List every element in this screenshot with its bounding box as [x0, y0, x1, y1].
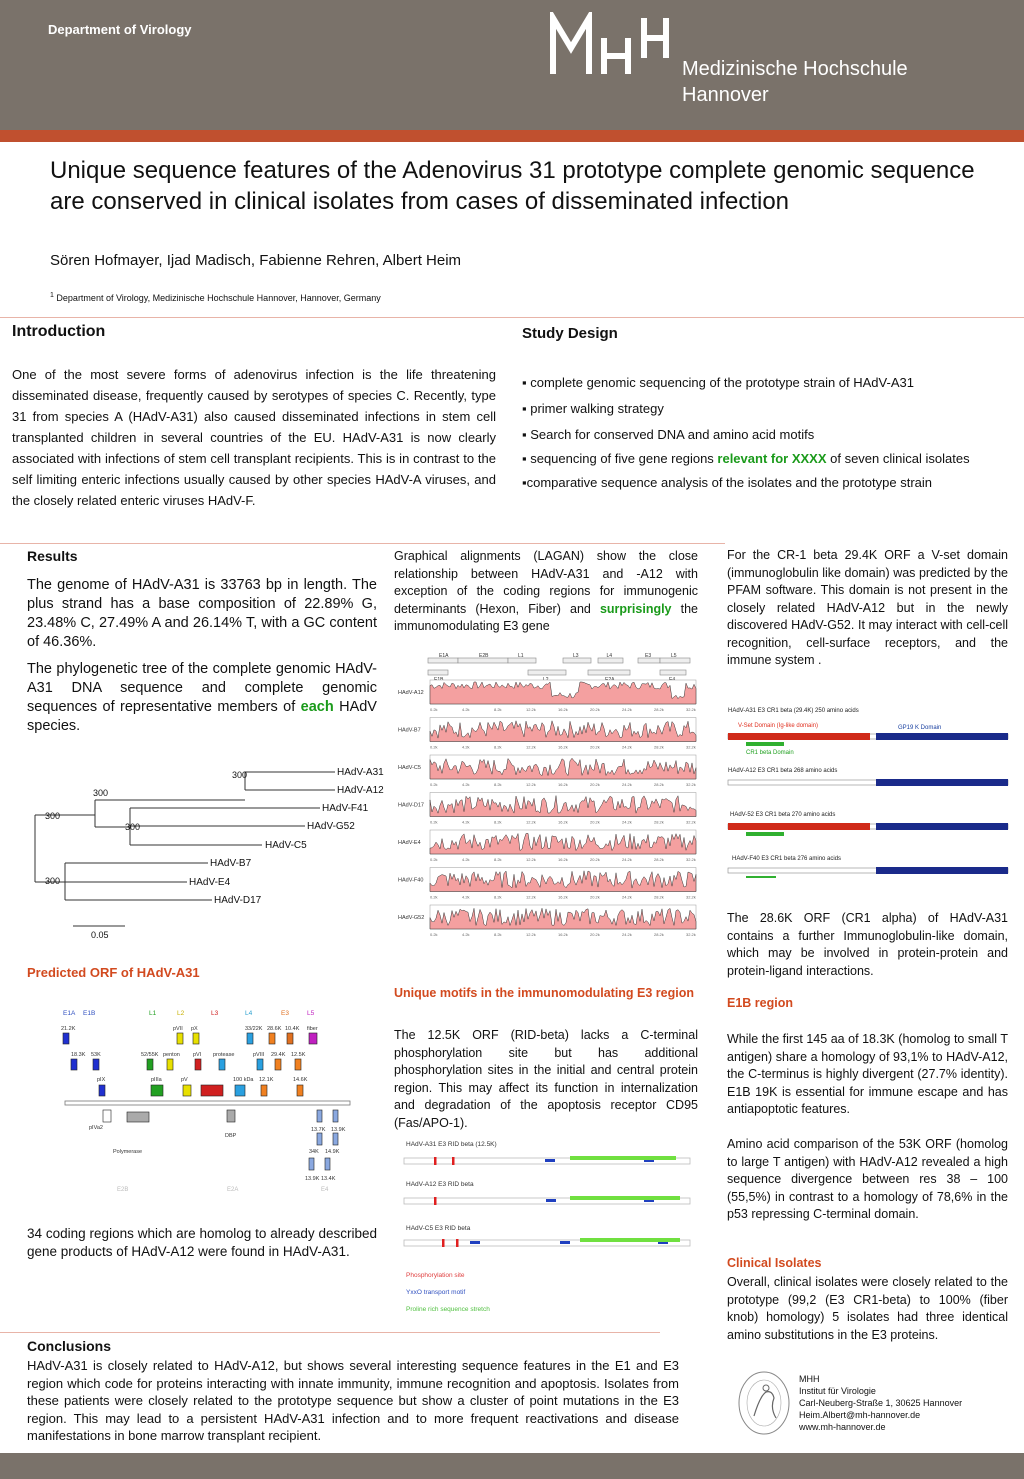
department-label: Department of Virology [48, 22, 192, 37]
orf-region-label: E3 [281, 1010, 289, 1017]
orf-region-label: E1B [83, 1010, 96, 1017]
orf-region-label: E2A [227, 1187, 239, 1193]
contact-email[interactable]: Heim.Albert@mh-hannover.de [799, 1410, 921, 1420]
orf-map-heading: Predicted ORF of HAdV-A31 [27, 965, 200, 980]
orf-region-label: L2 [177, 1010, 185, 1017]
lagan-tick-label: 32.2k [686, 819, 696, 825]
lagan-track [398, 905, 696, 937]
orf-label: 13.4K [321, 1176, 336, 1182]
clinical-isolates-heading: Clinical Isolates [727, 1256, 822, 1270]
study-design-item: ▪ complete genomic sequencing of the prototype strain of HAdV-A31 [522, 375, 914, 390]
orf-region-label: L3 [211, 1010, 219, 1017]
results-paragraph-text: The phylogenetic tree of the complete genomic HAdV-A31 DNA sequence and complete genomic sequences of representative members of [27, 661, 377, 715]
orf-label: 14.6K [293, 1077, 308, 1083]
lagan-tick-label: 16.2k [558, 819, 568, 825]
lagan-text-part: Graphical alignments (LAGAN) show the close relationship between HAdV-A31 and -A12 with exception of the coding regions for immunogenic determinants (Hexon, Fiber) and [394, 549, 698, 616]
tree-taxon: HAdV-B7 [210, 858, 252, 869]
legend-yxxo-motif: YxxO transport motif [406, 1289, 466, 1296]
orf-label: 13.9K [331, 1127, 346, 1133]
footer-band [0, 1453, 1024, 1479]
lagan-track-label: HAdV-E4 [398, 840, 421, 846]
study-design-item: ▪ primer walking strategy [522, 401, 664, 416]
orf-region-label: E2B [117, 1187, 129, 1193]
orf-label: 12.5K [291, 1052, 306, 1058]
lagan-tick-label: 16.2k [558, 894, 568, 900]
lagan-track [398, 755, 696, 787]
lagan-tick-label: 32.2k [686, 894, 696, 900]
lagan-tick-label: 8.2k [494, 932, 502, 937]
contact-website[interactable]: www.mh-hannover.de [799, 1422, 886, 1432]
lagan-tick-label: 28.2k [654, 782, 664, 787]
lagan-track [398, 830, 696, 862]
lagan-tick-label: 8.2k [494, 857, 502, 862]
study-design-item-text: of seven clinical isolates [826, 451, 970, 466]
lagan-tick-label: 0.2k [430, 819, 438, 825]
cr1-domain-label: CR1 beta Domain [746, 750, 794, 756]
orf-region-label: E4 [321, 1187, 329, 1193]
highlight-text: each [300, 699, 334, 715]
rid-track-label: HAdV-C5 E3 RID beta [406, 1225, 471, 1232]
affiliation-text: Department of Virology, Medizinische Hochschule Hannover, Hannover, Germany [56, 293, 381, 303]
study-design-item-text: ▪ sequencing of five gene regions [522, 451, 718, 466]
lagan-tick-label: 16.2k [558, 857, 568, 862]
lagan-tick-label: 24.2k [622, 932, 632, 937]
e1b-text: While the first 145 aa of 18.3K (homolog to small T antigen) share a homology of 93,1% to HAdV-A12, the C-terminus is highly divergent (27.7% identity). E1B 19K is essential for immune escape and has antiapoptotic features. [727, 1032, 1008, 1116]
lagan-tick-label: 28.2k [654, 857, 664, 862]
orf-region-label: L4 [245, 1010, 253, 1017]
lagan-tick-label: 12.2k [526, 707, 536, 712]
e1b-heading: E1B region [727, 996, 793, 1010]
orf-label: 13.9K [305, 1176, 320, 1182]
orf-label: fiber [307, 1026, 318, 1032]
orf-label: pIIIa [151, 1077, 162, 1083]
lagan-tick-label: 4.2k [462, 782, 470, 787]
cr1-alpha-text: The 28.6K ORF (CR1 alpha) of HAdV-A31 contains a further Immunoglobulin-like domain, which may be involved in protein-protein and protein-ligand interactions. [727, 911, 1008, 978]
orf-label: 52/55K [141, 1052, 159, 1058]
lagan-tick-label: 28.2k [654, 744, 664, 750]
motifs-heading: Unique motifs in the immunomodulating E3 region [394, 986, 694, 1000]
lagan-tick-label: 20.2k [590, 782, 600, 787]
lagan-tick-label: 24.2k [622, 894, 632, 900]
lagan-track-label: HAdV-G52 [398, 915, 425, 921]
lagan-tick-label: 0.2k [430, 932, 438, 937]
gp19-domain-label: GP19 K Domain [898, 725, 942, 731]
lagan-tick-label: 4.2k [462, 707, 470, 712]
lagan-tick-label: 4.2k [462, 819, 470, 825]
vset-domain-label: V-Set Domain (Ig-like domain) [738, 723, 819, 729]
study-design-item [522, 450, 986, 467]
motifs-text: The 12.5K ORF (RID-beta) lacks a C-terminal phosphorylation site but has additional phosphorylation sites in the initial and central protein region. This may affect its function in internalization and degradation of the apoptosis receptor CD95 (Fas/APO-1). [394, 1028, 698, 1130]
orf-label: pIX [97, 1077, 106, 1083]
orf-label: 29.4K [271, 1052, 286, 1058]
conclusions-heading: Conclusions [27, 1338, 112, 1354]
legend-proline-stretch: Proline rich sequence stretch [406, 1306, 490, 1313]
rid-track-label: HAdV-A12 E3 RID beta [406, 1181, 474, 1188]
lagan-tick-label: 32.2k [686, 707, 696, 712]
university-name-line1: Medizinische Hochschule [682, 58, 908, 80]
orf-label: 100 kDa [233, 1077, 254, 1083]
lagan-tick-label: 8.2k [494, 782, 502, 787]
study-design-list [522, 372, 986, 493]
orf-label: protease [213, 1052, 235, 1058]
tree-taxon: HAdV-D17 [214, 895, 262, 906]
lagan-tick-label: 28.2k [654, 932, 664, 937]
gene-arrow [428, 670, 448, 675]
orf-region-label: E1A [63, 1010, 76, 1017]
lagan-tick-label: 20.2k [590, 857, 600, 862]
domain-track-label: HAdV-A31 E3 CR1 beta (29.4K) 250 amino acids [728, 708, 859, 714]
lagan-tick-label: 8.2k [494, 819, 502, 825]
lagan-tick-label: 8.2k [494, 707, 502, 712]
clinical-isolates-text: Overall, clinical isolates were closely related to the prototype (99,2 (E3 CR1-beta) to 100% (fiber knob) homology) 5 isolates had three identical amino substitutions in the E3 proteins. [727, 1275, 1008, 1342]
affiliation [50, 292, 381, 303]
tree-taxon: HAdV-G52 [307, 821, 355, 832]
lagan-tick-label: 12.2k [526, 782, 536, 787]
lagan-tick-label: 12.2k [526, 894, 536, 900]
orf-label: penton [163, 1052, 180, 1058]
contact-institute: Institut für Virologie [799, 1386, 876, 1396]
lagan-track [398, 793, 696, 825]
lagan-tick-label: 20.2k [590, 932, 600, 937]
lagan-tick-label: 24.2k [622, 819, 632, 825]
contact-address: Carl-Neuberg-Straße 1, 30625 Hannover [799, 1398, 963, 1408]
lagan-tick-label: 8.2k [494, 744, 502, 750]
tree-taxon: HAdV-C5 [265, 840, 307, 851]
gene-arrow-label: L3 [573, 653, 579, 659]
results-paragraph: The genome of HAdV-A31 is 33763 bp in length. The plus strand has a base composition of 22.89% G, 23.48% C, 27.49% A and 26.14% T, with a GC content of 46.36%. [27, 577, 377, 650]
lagan-tick-label: 24.2k [622, 707, 632, 712]
cr1-beta-text: For the CR-1 beta 29.4K ORF a V-set domain (immunoglobulin like domain) was predicted by the PFAM software. This domain is not present in the closely related HAdV-A12 but in the newly discovered HAdV-G52. It may interact with cell-cell recognition, cell-surface receptors, and the immune system . [727, 548, 1008, 667]
orf-label: DBP [225, 1133, 237, 1139]
lagan-track-label: HAdV-A12 [398, 690, 424, 696]
cr1-domain-figure [726, 696, 1012, 878]
tree-taxon: HAdV-A31 [337, 767, 384, 778]
lagan-tick-label: 4.2k [462, 857, 470, 862]
rid-track-label: HAdV-A31 E3 RID beta (12.5K) [406, 1141, 497, 1148]
lagan-tick-label: 20.2k [590, 707, 600, 712]
lagan-tick-label: 0.2k [430, 707, 438, 712]
lagan-tick-label: 20.2k [590, 894, 600, 900]
orf-label: 12.1K [259, 1077, 274, 1083]
lagan-tick-label: 32.2k [686, 744, 696, 750]
lagan-tick-label: 24.2k [622, 744, 632, 750]
bootstrap-value: 300 [45, 811, 61, 821]
authors: Sören Hofmayer, Ijad Madisch, Fabienne Rehren, Albert Heim [50, 252, 462, 269]
orf-region-label: L5 [307, 1010, 315, 1017]
results-text [27, 576, 377, 736]
gene-arrow-label: L5 [671, 653, 677, 659]
orf-label: 18.3K [71, 1052, 86, 1058]
highlight-text: relevant for XXXX [717, 451, 827, 466]
domain-track-label: HAdV-52 E3 CR1 beta 270 amino acids [730, 812, 836, 818]
lagan-tick-label: 4.2k [462, 932, 470, 937]
bootstrap-value: 300 [93, 788, 109, 798]
results-heading: Results [27, 548, 78, 564]
lagan-tick-label: 32.2k [686, 782, 696, 787]
lagan-track-label: HAdV-B7 [398, 727, 421, 734]
lagan-tick-label: 4.2k [462, 744, 470, 750]
lagan-tick-label: 0.2k [430, 857, 438, 862]
lagan-tick-label: 12.2k [526, 932, 536, 937]
lagan-track [398, 718, 696, 750]
lagan-tick-label: 32.2k [686, 932, 696, 937]
lagan-tick-label: 12.2k [526, 744, 536, 750]
orf-label: pVI [193, 1052, 202, 1058]
lagan-track [398, 680, 696, 712]
university-seal-icon [736, 1368, 792, 1438]
contact-block [799, 1373, 962, 1433]
orf-label: pV [181, 1077, 188, 1083]
header-accent-rule [0, 130, 1024, 142]
orf-label: 14.9K [325, 1149, 340, 1155]
gene-arrow-label: E2B [479, 653, 489, 659]
lagan-text [394, 548, 698, 636]
gene-arrow-label: L1 [518, 653, 524, 659]
study-design-heading: Study Design [522, 325, 618, 342]
lagan-tick-label: 12.2k [526, 819, 536, 825]
lagan-track [398, 868, 696, 900]
lagan-tick-label: 20.2k [590, 744, 600, 750]
study-design-item: ▪ Search for conserved DNA and amino acid motifs [522, 427, 815, 442]
lagan-track-label: HAdV-F40 [398, 877, 424, 884]
lagan-tick-label: 16.2k [558, 744, 568, 750]
legend-phosphorylation: Phosphorylation site [406, 1272, 465, 1279]
orf-label: Polymerase [113, 1149, 143, 1155]
tree-scale-label: 0.05 [91, 930, 109, 940]
lagan-track-label: HAdV-D17 [398, 802, 424, 809]
lagan-track-label: HAdV-C5 [398, 765, 421, 771]
orf-label: 28.6K [267, 1026, 282, 1032]
tree-taxon: HAdV-F41 [322, 803, 369, 814]
tree-taxon: HAdV-A12 [337, 785, 384, 796]
orf-label: pIVa2 [89, 1125, 103, 1131]
tree-taxon: HAdV-E4 [189, 877, 231, 888]
lagan-tick-label: 16.2k [558, 707, 568, 712]
domain-track-label: HAdV-A12 E3 CR1 beta 268 amino acids [728, 768, 838, 774]
contact-org: MHH [799, 1374, 820, 1384]
introduction-heading: Introduction [12, 323, 106, 340]
lagan-text-part: the immunomodulating E3 gene [394, 601, 698, 633]
divider-mid [0, 543, 725, 544]
lagan-tick-label: 4.2k [462, 894, 470, 900]
conclusions-text: HAdV-A31 is closely related to HAdV-A12, but shows several interesting sequence features in the E1 and E3 region which code for proteins interacting with innate immunity, immune recognition and apoptosis. Isolates from these patients were closely related to the prototype sequence but show a cluster of point mutations in the E3 region. This may lead to a persistent HAdV-A31 infection and to more frequent reactivations and disease manifestations in bone marrow transplant recipient. [27, 1358, 679, 1443]
poster-title: Unique sequence features of the Adenovirus 31 prototype complete genomic sequence are conserved in clinical isolates from cases of disseminated infection [50, 157, 975, 215]
gene-arrow-label: E1A [439, 653, 449, 659]
university-name-line2: Hannover [682, 84, 769, 106]
orf-label: pX [191, 1026, 198, 1032]
gene-arrow-label: E3 [645, 653, 652, 659]
gene-arrow-label: L4 [606, 653, 613, 659]
lagan-tick-label: 28.2k [654, 819, 664, 825]
lagan-tick-label: 24.2k [622, 857, 632, 862]
study-design-item: ▪comparative sequence analysis of the isolates and the prototype strain [522, 475, 933, 490]
lagan-tick-label: 24.2k [622, 782, 632, 787]
orf-label: 53K [91, 1052, 101, 1058]
rid-beta-figure [400, 1136, 700, 1322]
domain-track-label: HAdV-F40 E3 CR1 beta 276 amino acids [732, 856, 842, 862]
e1b-53k-text: Amino acid comparison of the 53K ORF (homolog to large T antigen) with HAdV-A12 revealed a high sequence divergence between res 38 – 100 (55,5%) in contrast to a homology of 78,6% in the p53 repressing C-terminal domain. [727, 1137, 1008, 1221]
lagan-tick-label: 16.2k [558, 782, 568, 787]
lagan-tick-label: 32.2k [686, 857, 696, 862]
lagan-tick-label: 0.2k [430, 744, 438, 750]
orf-region-label: L1 [149, 1010, 157, 1017]
lagan-tick-label: 28.2k [654, 707, 664, 712]
introduction-text: One of the most severe forms of adenovirus infection is the life threatening disseminated disease, frequently caused by serotypes of species C. Recently, type 31 from species A (HAdV-A31) also caused disseminated infections in stem cell transplanted children in several countries of the EU. HAdV-A31 is now clearly associated with infections of stem cell transplant recipients. This is in contrast to the self limiting enteric infections usually caused by other species HAdV-A viruses, and the closely related enteric viruses HAdV-F. [12, 367, 496, 508]
orf-label: 34K [309, 1149, 319, 1155]
divider-top [0, 317, 1024, 318]
bootstrap-value: 300 [125, 822, 141, 832]
orf-label: 21.2K [61, 1026, 76, 1032]
orf-label: 10.4K [285, 1026, 300, 1032]
gene-arrow [588, 670, 630, 675]
lagan-tick-label: 8.2k [494, 894, 502, 900]
orf-label: 33/22K [245, 1026, 263, 1032]
divider-bottom [0, 1332, 660, 1333]
gene-arrow [528, 670, 566, 675]
results-paragraph-text: HAdV species. [27, 699, 377, 734]
orf-label: 13.7K [311, 1127, 326, 1133]
lagan-tick-label: 0.2k [430, 782, 438, 787]
orf-map-caption: 34 coding regions which are homolog to already described gene products of HAdV-A12 were found in HAdV-A31. [27, 1226, 377, 1259]
lagan-tick-label: 20.2k [590, 819, 600, 825]
lagan-alignment-figure [398, 650, 708, 942]
bootstrap-value: 300 [45, 876, 61, 886]
lagan-tick-label: 28.2k [654, 894, 664, 900]
affiliation-mark: 1 [50, 292, 54, 299]
lagan-tick-label: 16.2k [558, 932, 568, 937]
orf-label: pVIII [253, 1052, 265, 1058]
highlight-text: surprisingly [599, 601, 672, 616]
gene-arrow [660, 670, 686, 675]
lagan-tick-label: 12.2k [526, 857, 536, 862]
orf-map-figure [55, 1005, 355, 1197]
orf-label: pVII [173, 1026, 183, 1032]
phylogenetic-tree [25, 760, 395, 942]
mhh-logo-icon [548, 12, 670, 76]
bootstrap-value: 300 [232, 770, 248, 780]
lagan-tick-label: 0.2k [430, 894, 438, 900]
results-paragraph [27, 660, 377, 736]
